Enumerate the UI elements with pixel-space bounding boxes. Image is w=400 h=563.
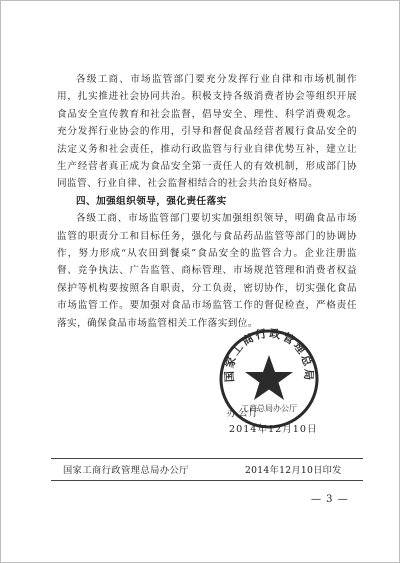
footer-rule-top bbox=[51, 458, 363, 459]
footer-print-date: 2014年12月10日印发 bbox=[245, 465, 342, 476]
body-text bbox=[57, 71, 357, 332]
signature-office: 办公厅 bbox=[227, 408, 261, 419]
star-icon bbox=[245, 355, 293, 400]
footer-organization: 国家工商行政管理总局办公厅 bbox=[63, 465, 189, 476]
section-heading: 四、加强组织领导，强化责任落实 bbox=[76, 195, 227, 207]
seal-inner-text: 工商总局办公厅 bbox=[241, 404, 297, 413]
seal-ring-text: 国家工商行政管理总局 bbox=[222, 326, 316, 383]
page-number: — 3 — bbox=[311, 494, 349, 505]
paragraph-coordination: 各级工商、市场监管部门要充分发挥行业自律和市场机制作用，扎实推进社会协同共治。积极支持各级消费者协会等组织开展食品安全宣传教育和社会监督，倡导安全、理性、科学消费观念。充分发挥行业协会的作用，引导和督促食品经营者履行食品安全的法定义务和社会责任，推动行政监管与行业自律优势互补，建立让生产经营者真正成为食品安全第一责任人的有效机制，形成部门协同监管、行业自律、社会监督相结合的社会共治良好格局。 bbox=[57, 74, 357, 190]
footer-rule-bottom bbox=[51, 480, 363, 481]
signature-date: 2014年12月10日 bbox=[229, 424, 318, 435]
paragraph-leadership: 各级工商、市场监管部门要切实加强组织领导，明确食品市场监管的职责分工和目标任务，强化与食品药品监管等部门的协调协作，努力形成“从农田到餐桌”食品安全的监管合力。企业注册监督、竞争执法、广告监管、商标管理、市场规范管理和消费者权益保护等机构要按照各自职责，分工负责，密切协作，切实强化食品市场监管工作。要加强对食品市场监管工作的督促检查，严格责任落实，确保食品市场监管相关工作落实到位。 bbox=[57, 213, 357, 329]
